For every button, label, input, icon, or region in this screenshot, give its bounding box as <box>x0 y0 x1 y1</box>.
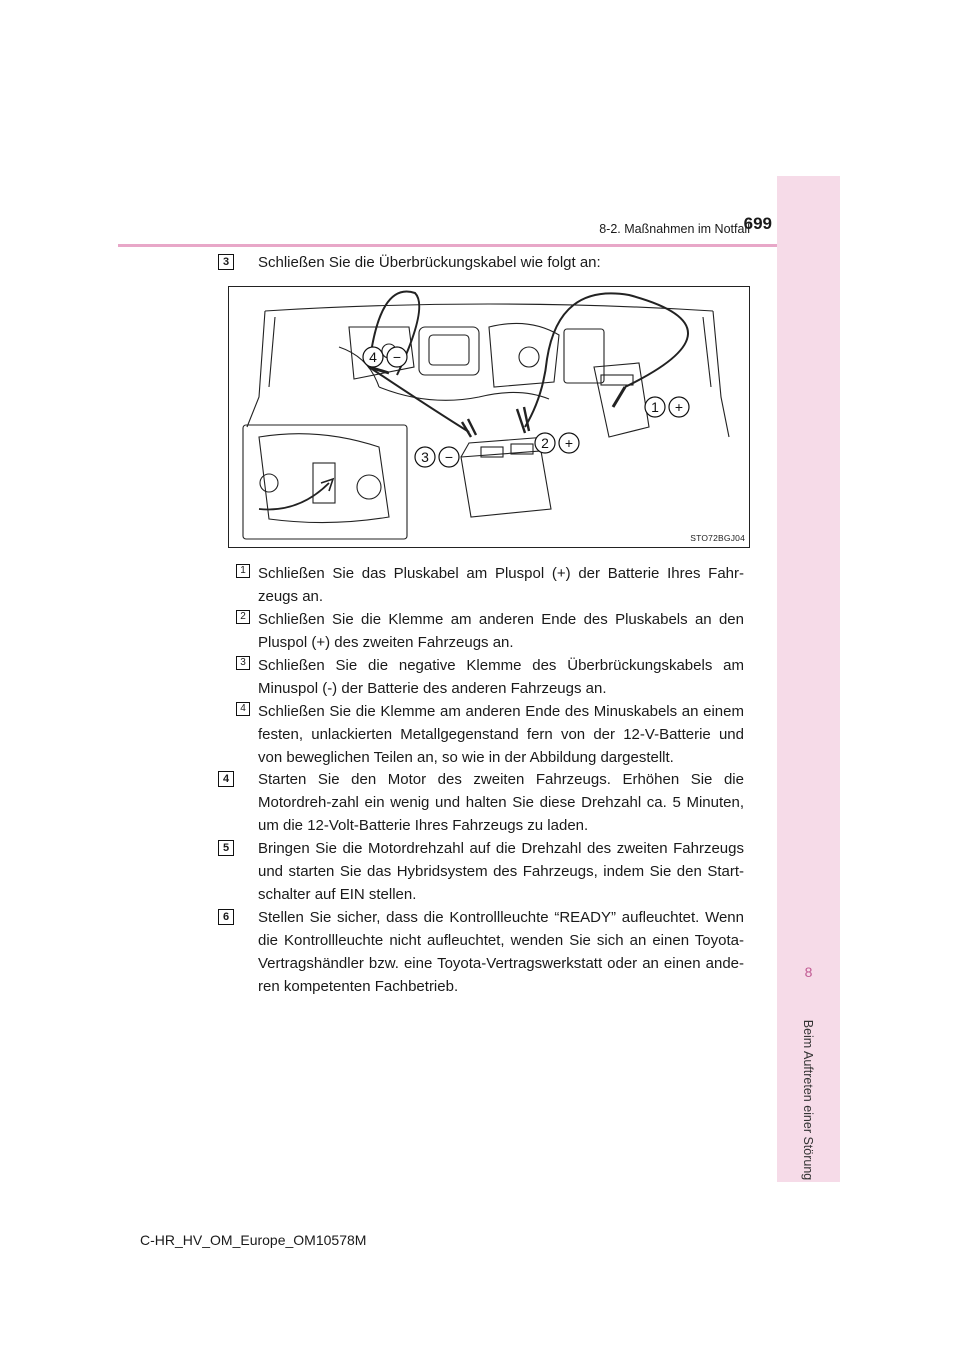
callout-1 <box>645 397 689 417</box>
step-text: Starten Sie den Motor des zweiten Fahrzeugs. Erhöhen Sie die Motordreh-zahl ein wenig und halten Sie diese Drehzahl ca. 5 Minuten, um die 12-Volt-Batterie Ihres Fahrzeugs zu laden. <box>258 771 744 834</box>
plus-symbol: + <box>674 399 684 415</box>
substep-text: Schließen Sie die Klemme am anderen Ende des Minuskabels an einem festen, unlackierten Metallgegenstand fern von der 12-V-Batterie und von beweglichen Teilen an, so wie in der Abbildung dargestellt. <box>258 703 744 766</box>
chapter-number: 8 <box>804 964 813 980</box>
substep-badge: 2 <box>236 610 250 624</box>
minus-symbol: − <box>444 449 454 465</box>
substep-badge: 1 <box>236 564 250 578</box>
section-title: 8-2. Maßnahmen im Notfall <box>599 222 750 236</box>
callout-3 <box>415 447 459 467</box>
step-badge: 4 <box>218 771 234 787</box>
substep-text: Schließen Sie das Pluskabel am Pluspol (+) der Batterie Ihres Fahr-zeugs an. <box>258 565 744 605</box>
step-text: Bringen Sie die Motordrehzahl auf die Drehzahl des zweiten Fahrzeugs und starten Sie das Hybridsystem des Fahrzeugs, indem Sie den Start-schalter auf EIN stellen. <box>258 840 744 903</box>
substep-text: Schließen Sie die Klemme am anderen Ende des Pluskabels an den Pluspol (+) des zweiten Fahrzeugs an. <box>258 611 744 651</box>
chapter-title: Beim Auftreten einer Störung <box>801 1019 815 1181</box>
substep-text: Schließen Sie die negative Klemme des Überbrückungskabels am Minuspol (-) der Batterie des anderen Fahrzeugs an. <box>258 657 744 697</box>
step-text: Stellen Sie sicher, dass die Kontrollleuchte “READY” aufleuchtet. Wenn die Kontrollleuchte nicht aufleuchtet, wenden Sie sich an einen Toyota-Vertragshändler bzw. eine Toyota-Vertragswerkstatt oder an einen ande-ren kompetenten Fachbetrieb. <box>258 909 744 995</box>
step-text: Schließen Sie die Überbrückungskabel wie folgt an: <box>258 254 601 271</box>
callout-4-number: 4 <box>369 349 377 365</box>
plus-symbol: + <box>564 435 574 451</box>
substep-badge: 3 <box>236 656 250 670</box>
header-rule <box>118 244 840 247</box>
substep-badge: 4 <box>236 702 250 716</box>
jump-start-illustration <box>228 286 750 548</box>
page-number: 699 <box>743 214 772 233</box>
step-badge: 6 <box>218 909 234 925</box>
document-code: C-HR_HV_OM_Europe_OM10578M <box>140 1232 367 1248</box>
callout-2-number: 2 <box>541 435 549 451</box>
step-badge: 3 <box>218 254 234 270</box>
step-badge: 5 <box>218 840 234 856</box>
engine-bay-drawing <box>229 287 749 547</box>
callout-2 <box>535 433 579 453</box>
figure-code: STO72BGJ04 <box>690 533 745 543</box>
minus-symbol: − <box>392 349 402 365</box>
callout-1-number: 1 <box>651 399 659 415</box>
callout-3-number: 3 <box>421 449 429 465</box>
